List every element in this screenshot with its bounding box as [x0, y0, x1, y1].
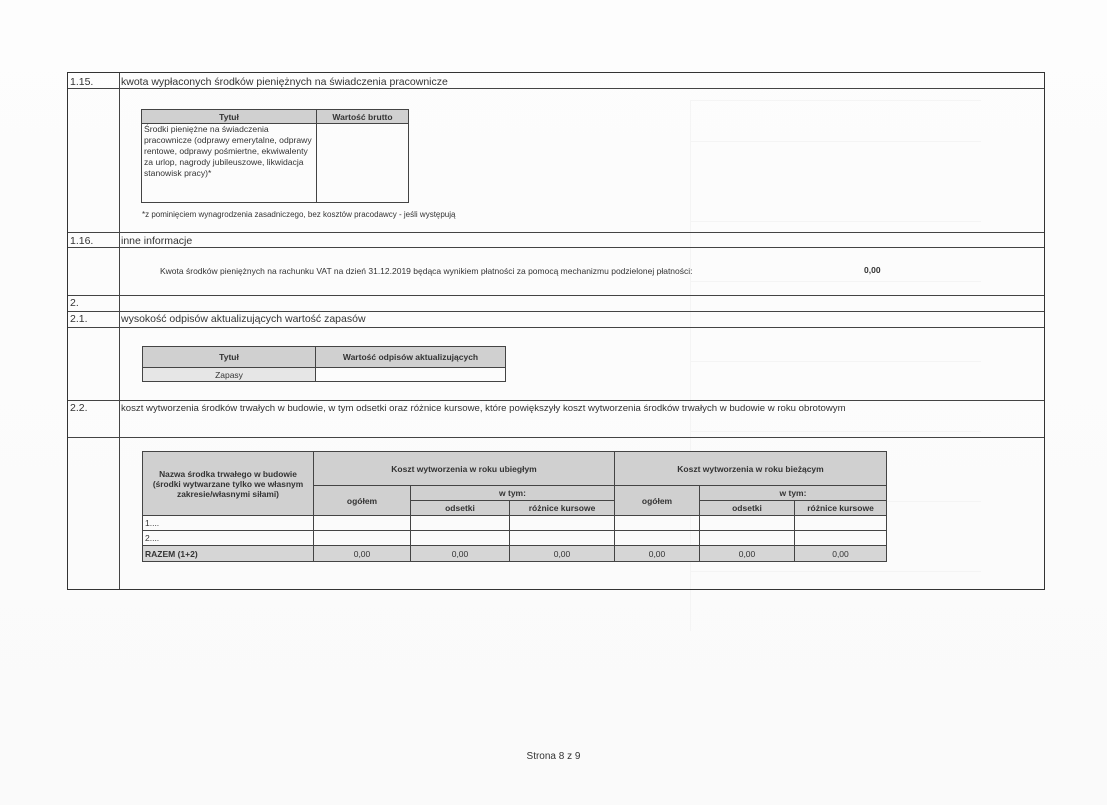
construction-cost-table: [142, 451, 887, 562]
of-which-header: w tym:: [411, 486, 615, 501]
col-title-header: Tytuł: [142, 110, 317, 124]
fx-diff-header: różnice kursowe: [510, 501, 615, 516]
section-title: inne informacje: [121, 235, 193, 247]
notes-table: [67, 72, 1045, 590]
cell: 0,00: [314, 546, 411, 562]
prev-year-header: Koszt wytworzenia w roku ubiegłym: [314, 452, 615, 486]
section-title: kwota wypłaconych środków pieniężnych na świadczenia pracownicze: [121, 76, 448, 88]
col-title-header: Tytuł: [143, 347, 316, 368]
benefits-row-value: [317, 124, 409, 203]
section-title: koszt wytworzenia środków trwałych w budowie, w tym odsetki oraz różnice kursowe, które powiększyły koszt wytworzenia środków trwałych w budowie w roku obrotowym: [121, 403, 846, 414]
fx-diff-header: różnice kursowe: [795, 501, 887, 516]
cell: [700, 516, 795, 531]
cell: 0,00: [615, 546, 700, 562]
total-row: [143, 546, 887, 562]
benefits-row-label: Środki pieniężne na świadczenia pracownicze (odprawy emerytalne, odprawy rentowe, odprawy pośmiertne, ekwiwalenty za urlop, nagrody jubileuszowe, likwidacja stanowisk pracy)*: [142, 124, 317, 203]
cell: 0,00: [510, 546, 615, 562]
row-label: 2....: [143, 531, 314, 546]
section-title: wysokość odpisów aktualizujących wartość zapasów: [121, 313, 366, 325]
row-label: RAZEM (1+2): [143, 546, 314, 562]
footnote: *z pominięciem wynagrodzenia zasadniczego, bez kosztów pracodawcy - jeśli występują: [142, 210, 456, 219]
inventory-row-label: Zapasy: [143, 368, 316, 382]
section-number: 1.15.: [70, 76, 94, 88]
total-header: ogółem: [615, 486, 700, 516]
page-number: Strona 8 z 9: [526, 751, 581, 762]
section-number: 2.2.: [70, 402, 88, 414]
cell: [411, 516, 510, 531]
cell: [510, 531, 615, 546]
of-which-header: w tym:: [700, 486, 887, 501]
cell: 0,00: [411, 546, 510, 562]
row-label: 1....: [143, 516, 314, 531]
curr-year-header: Koszt wytworzenia w roku bieżącym: [615, 452, 887, 486]
cell: [411, 531, 510, 546]
interest-header: odsetki: [411, 501, 510, 516]
cell: [795, 531, 887, 546]
table-row: [143, 531, 887, 546]
vat-value: 0,00: [864, 265, 881, 275]
inventory-row-value: [316, 368, 506, 382]
cell: [615, 516, 700, 531]
section-number: 1.16.: [70, 235, 94, 247]
cell: 0,00: [700, 546, 795, 562]
col-value-header: Wartość odpisów aktualizujących: [316, 347, 506, 368]
section-number: 2.1.: [70, 313, 88, 325]
cell: [510, 516, 615, 531]
asset-name-header: Nazwa środka trwałego w budowie (środki wytwarzane tylko we własnym zakresie/własnymi siłami): [143, 452, 314, 516]
inventory-writedown-table: [142, 346, 506, 382]
benefits-table: [141, 109, 409, 203]
vat-description: Kwota środków pieniężnych na rachunku VAT na dzień 31.12.2019 będąca wynikiem płatności za pomocą mechanizmu podzielonej płatności:: [160, 266, 693, 276]
cell: 0,00: [795, 546, 887, 562]
cell: [700, 531, 795, 546]
total-header: ogółem: [314, 486, 411, 516]
table-row: [143, 516, 887, 531]
interest-header: odsetki: [700, 501, 795, 516]
cell: [795, 516, 887, 531]
section-number: 2.: [70, 297, 79, 309]
column-divider: [119, 73, 120, 589]
col-value-header: Wartość brutto: [317, 110, 409, 124]
cell: [314, 516, 411, 531]
cell: [615, 531, 700, 546]
cell: [314, 531, 411, 546]
